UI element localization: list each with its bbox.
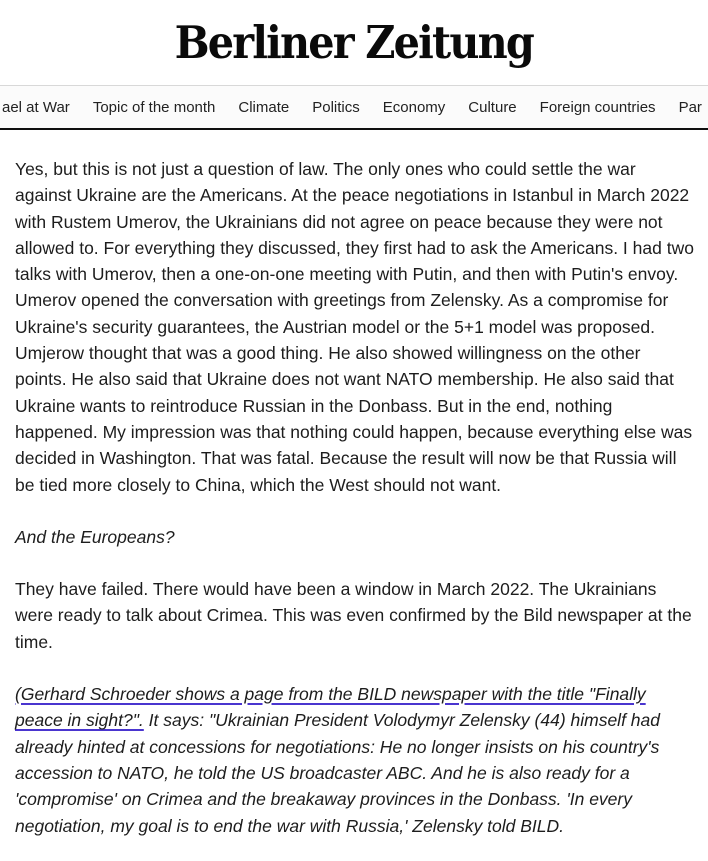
article-paragraph-3 (15, 681, 695, 839)
main-nav (0, 85, 708, 130)
nav-item-foreign-countries[interactable]: Foreign countries (539, 98, 656, 116)
article-body (0, 130, 708, 839)
nav-item-economy[interactable]: Economy (382, 98, 446, 116)
article-paragraph-1: Yes, but this is not just a question of law. The only ones who could settle the war against Ukraine are the Americans. At the peace negotiations in Istanbul in March 2022 with Rustem Umerov, the Ukrainians did not agree on peace because they were not allowed to. For everything they discussed, they first had to ask the Americans. I had two talks with Umerov, then a one-on-one meeting with Putin, and then with Putin's envoy. Umerov opened the conversation with greetings from Zelensky. As a compromise for Ukraine's security guarantees, the Austrian model or the 5+1 model was proposed. Umjerow thought that was a good thing. He also showed willingness on the other points. He also said that Ukraine does not want NATO membership. He also said that Ukraine wants to reintroduce Russian in the Donbass. But in the end, nothing happened. My impression was that nothing could happen, because everything else was decided in Washington. That was fatal. Because the result will now be that Russia will be tied more closely to China, which the West should not want. (15, 159, 694, 495)
nav-item-climate[interactable]: Climate (238, 98, 290, 116)
nav-item-topic-of-the-month[interactable]: Topic of the month (92, 98, 216, 116)
nav-item-culture[interactable]: Culture (468, 98, 517, 116)
nav-item-israel-at-war[interactable]: ael at War (2, 98, 70, 116)
nav-item-clipped-right[interactable]: Par (678, 98, 702, 116)
bild-article-link[interactable]: (Gerhard Schroeder shows a page from the BILD newspaper with the title "Finally peace in sight?". (15, 684, 646, 731)
nav-item-politics[interactable]: Politics (312, 98, 360, 116)
paragraph-3-rest-text: It says: "Ukrainian President Volodymyr Zelensky (44) himself had already hinted at concessions for negotiations: He no longer insists on his country's accession to NATO, he told the US broadcaster ABC. And he is also ready for a 'compromise' on Crimea and the breakaway provinces in the Donbass. 'In every negotiation, my goal is to end the war with Russia,' Zelensky told BILD. (15, 710, 660, 836)
article-paragraph-2: They have failed. There would have been a window in March 2022. The Ukrainians were ready to talk about Crimea. This was even confirmed by the Bild newspaper at the time. (15, 579, 692, 652)
masthead (0, 0, 708, 85)
newspaper-logo[interactable]: Berliner Zeitung (174, 16, 534, 69)
interview-question: And the Europeans? (15, 526, 175, 547)
